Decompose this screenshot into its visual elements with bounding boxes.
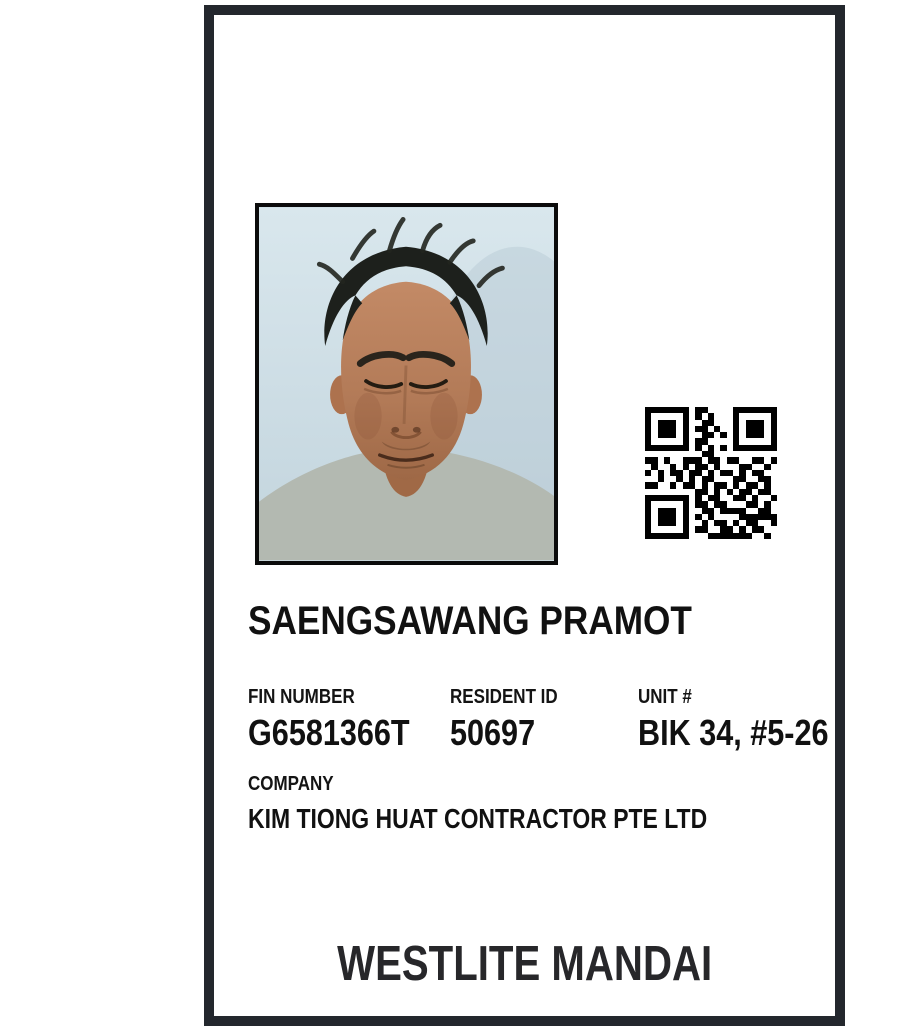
qr-code <box>645 407 777 539</box>
resident-name-text: SAENGSAWANG PRAMOT <box>248 599 692 643</box>
resident-photo-illustration <box>259 207 554 561</box>
resident-id-label: RESIDENT ID <box>450 686 558 708</box>
resident-id-value: 50697 <box>450 712 536 753</box>
resident-name <box>248 599 752 644</box>
unit-value: BIK 34, #5-26 <box>638 712 829 753</box>
resident-id-card <box>204 5 845 1026</box>
qr-module <box>771 533 777 539</box>
company-label: COMPANY <box>248 773 334 795</box>
facility-name: WESTLITE MANDAI <box>337 937 712 991</box>
unit-label: UNIT # <box>638 686 692 708</box>
fin-number-value: G6581366T <box>248 712 410 753</box>
fin-number-label: FIN NUMBER <box>248 686 355 708</box>
company-value: KIM TIONG HUAT CONTRACTOR PTE LTD <box>248 803 708 834</box>
resident-photo <box>255 203 558 565</box>
